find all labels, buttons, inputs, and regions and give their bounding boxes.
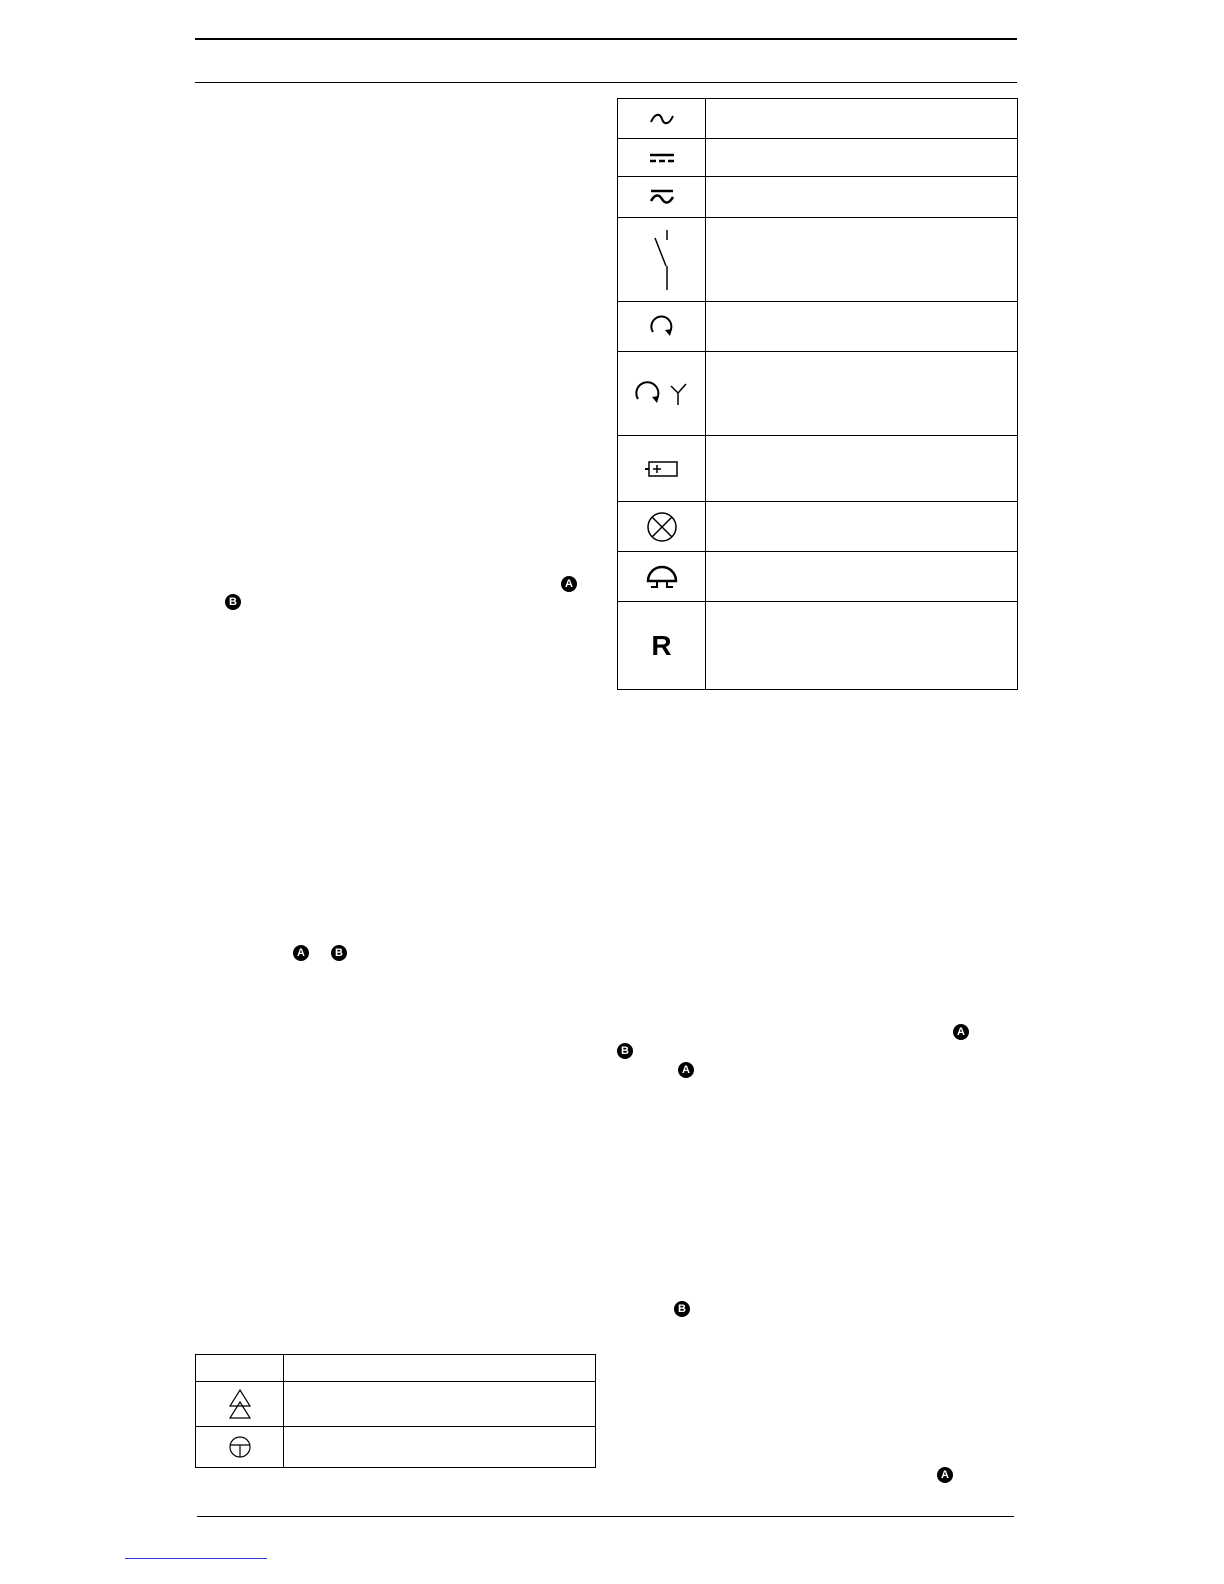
- table-row: [618, 139, 1018, 177]
- marker-b: B: [617, 1043, 633, 1059]
- symbol-cell: [618, 552, 706, 602]
- marker-a: A: [561, 576, 577, 592]
- symbol-cell: [196, 1427, 284, 1468]
- double-triangle-icon: [228, 1388, 252, 1420]
- symbol-cell: [618, 218, 706, 302]
- table-row: [618, 302, 1018, 352]
- symbol-cell: [618, 99, 706, 139]
- table-row: [618, 177, 1018, 218]
- symbol-cell: [618, 502, 706, 552]
- table-row: [196, 1427, 596, 1468]
- resistor-letter-icon: R: [651, 629, 672, 661]
- direct-current-icon: [648, 152, 676, 164]
- table-row: [618, 352, 1018, 436]
- horn-icon: [644, 563, 680, 591]
- symbol-description: [706, 99, 1018, 139]
- symbol-cell: [618, 436, 706, 502]
- footer-link[interactable]: [125, 1558, 267, 1560]
- table-row: [618, 436, 1018, 502]
- table-row: [618, 552, 1018, 602]
- marker-b: B: [331, 945, 347, 961]
- marker-b: B: [225, 594, 241, 610]
- symbol-description: [706, 139, 1018, 177]
- switch-icon: [647, 228, 677, 292]
- symbol-description: [706, 302, 1018, 352]
- header-rule-top: [195, 38, 1017, 40]
- rotation-icon: [647, 315, 677, 339]
- symbol-cell: [618, 352, 706, 436]
- battery-icon: [644, 459, 680, 479]
- marker-b: B: [674, 1301, 690, 1317]
- symbol-cell: [618, 302, 706, 352]
- symbol-description: [706, 218, 1018, 302]
- ac-dc-current-icon: [648, 188, 676, 206]
- symbol-table: [617, 98, 1018, 690]
- symbol-description: [706, 436, 1018, 502]
- symbol-cell: [618, 177, 706, 218]
- table-header-row: [196, 1355, 596, 1382]
- small-symbol-table: [195, 1354, 596, 1468]
- symbol-description: [706, 177, 1018, 218]
- symbol-description: [706, 502, 1018, 552]
- alternating-current-icon: [648, 111, 676, 127]
- footer-rule: [197, 1516, 1014, 1517]
- symbol-description: [706, 552, 1018, 602]
- rotation-fan-icon: [632, 381, 692, 407]
- symbol-cell: [618, 139, 706, 177]
- symbol-cell: [618, 602, 706, 690]
- symbol-cell: [196, 1382, 284, 1427]
- symbol-description: [284, 1382, 596, 1427]
- marker-a: A: [937, 1467, 953, 1483]
- table-header-cell: [196, 1355, 284, 1382]
- table-row: [196, 1382, 596, 1427]
- lamp-icon: [645, 510, 679, 544]
- symbol-description: [706, 352, 1018, 436]
- table-header-cell: [284, 1355, 596, 1382]
- table-row: [618, 502, 1018, 552]
- header-rule-bottom: [195, 82, 1017, 83]
- table-row: [618, 218, 1018, 302]
- circle-t-icon: [228, 1435, 252, 1459]
- table-row: [618, 99, 1018, 139]
- symbol-description: [284, 1427, 596, 1468]
- marker-a: A: [953, 1024, 969, 1040]
- marker-a: A: [678, 1062, 694, 1078]
- symbol-description: [706, 602, 1018, 690]
- marker-a: A: [293, 945, 309, 961]
- table-row: [618, 602, 1018, 690]
